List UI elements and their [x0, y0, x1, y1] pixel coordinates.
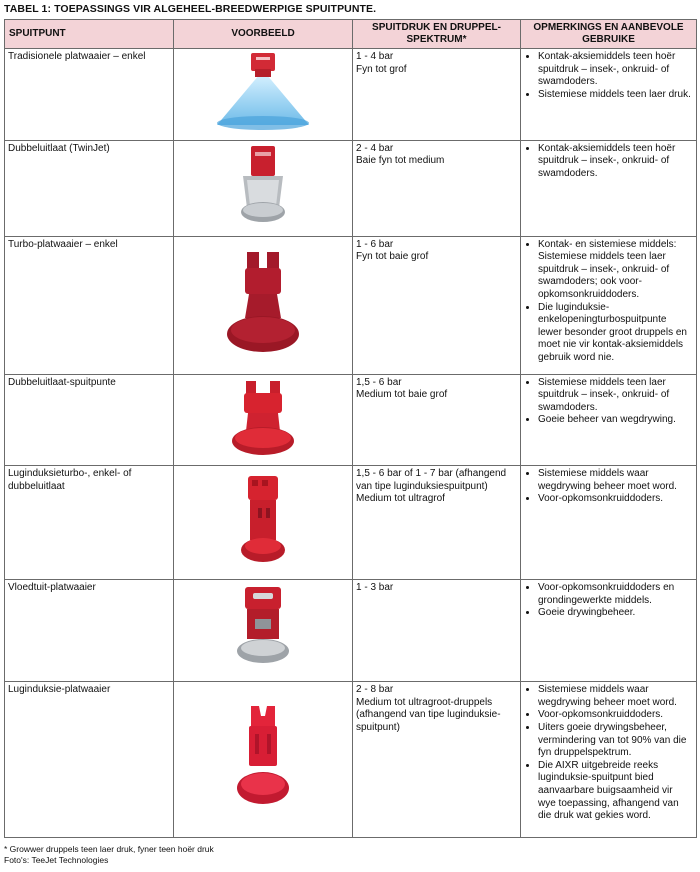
table-row [5, 682, 697, 838]
footnote-droplets: * Growwer druppels teen laer druk, fyner teen hoër druk [4, 844, 214, 854]
note-item: • Kontak-aksiemiddels teen hoër spuitdruk – insek-, onkruid- of swamdoders. [538, 51, 693, 89]
pressure-value: 1 - 6 bar [356, 238, 394, 250]
nozzle-table [4, 19, 697, 838]
flat-fan-nozzle-spray-icon [215, 51, 311, 133]
pressure-value: 2 - 4 bar [356, 142, 394, 154]
nozzle-example [174, 49, 353, 141]
note-item: • Voor-opkomsonkruiddoders en grondingewerkte middels. [538, 582, 693, 607]
header-voorbeeld: VOORBEELD [174, 20, 353, 49]
droplet-spectrum: Fyn tot grof [356, 63, 407, 75]
nozzle-name: Dubbeluitlaat (TwinJet) [5, 140, 174, 236]
note-item: • Goeie drywingbeheer. [538, 607, 693, 620]
note-item: • Uiters goeie drywingsbeheer, vermindering van tot 90% van die fyn druppelspektrum. [538, 722, 693, 760]
pressure-value: 1 - 3 bar [356, 582, 394, 594]
table-row [5, 140, 697, 236]
notes-cell [521, 580, 697, 682]
notes-cell [521, 140, 697, 236]
nozzle-name: Turbo-platwaaier – enkel [5, 236, 174, 374]
nozzle-name: Tradisionele platwaaier – enkel [5, 49, 174, 141]
droplet-spectrum: Medium tot ultragroot-druppels (afhangend van tipe luginduksie-spuitpunt) [356, 696, 501, 733]
nozzle-example [174, 140, 353, 236]
notes-cell [521, 682, 697, 838]
note-item: • Kontak-aksiemiddels teen hoër spuitdruk – insek-, onkruid- of swamdoders. [538, 143, 693, 181]
notes-cell [521, 236, 697, 374]
droplet-spectrum: Medium tot ultragrof [356, 493, 445, 505]
note-item: • Sistemiese middels teen laer druk. [538, 89, 693, 102]
nozzle-example [174, 580, 353, 682]
pressure-value: 1 - 4 bar [356, 51, 394, 62]
flood-flat-fan-nozzle-icon [233, 585, 293, 671]
twin-outlet-nozzle-icon [228, 377, 298, 459]
droplet-spectrum: Baie fyn tot medium [356, 155, 445, 167]
note-item: • Sistemiese middels teen laer spuitdruk – insek-, onkruid- of swamdoders. [538, 377, 693, 415]
nozzle-name: Luginduksie-platwaaier [5, 682, 174, 838]
pressure-value: 1,5 - 6 bar of 1 - 7 bar (afhangend van tipe luginduksiespuitpunt) [356, 468, 507, 492]
table-row [5, 466, 697, 580]
table-row [5, 580, 697, 682]
turbo-flat-fan-nozzle-icon [223, 248, 303, 358]
header-opmerkings: OPMERKINGS EN AANBEVOLE GEBRUIKE [521, 20, 697, 49]
note-item: • Voor-opkomsonkruiddoders. [538, 709, 693, 722]
note-item: • Kontak- en sistemiese middels: Sistemiese middels teen laer spuitdruk – insek-, onkruid- of swamdoders; ook voor-opkomsonkruiddoders. [538, 239, 693, 302]
droplet-spectrum: Medium tot baie grof [356, 389, 448, 401]
table-row [5, 49, 697, 141]
nozzle-name: Luginduksieturbo-, enkel- of dubbeluitlaat [5, 466, 174, 580]
twinjet-nozzle-icon [233, 144, 293, 228]
table-header-row [5, 20, 697, 49]
nozzle-example [174, 682, 353, 838]
pressure-cell [353, 49, 521, 141]
pressure-value: 2 - 8 bar [356, 684, 394, 696]
note-item: • Voor-opkomsonkruiddoders. [538, 493, 693, 506]
header-spuitpunt: SPUITPUNT [5, 20, 174, 49]
header-spuitdruk: SPUITDRUK EN DRUPPEL-SPEKTRUM* [353, 20, 521, 49]
note-item: • Sistemiese middels waar wegdrywing beheer moet word. [538, 468, 693, 493]
note-item: • Die AIXR uitgebreide reeks luginduksie-spuitpunt bied aanvaarbare buigsaamheid vir wye toepassing, afhangend van die druk wat gekies word. [538, 760, 693, 823]
droplet-spectrum: Fyn tot baie grof [356, 251, 429, 263]
pressure-cell [353, 236, 521, 374]
pressure-cell [353, 374, 521, 466]
pressure-cell [353, 580, 521, 682]
note-item: • Goeie beheer van wegdrywing. [538, 414, 693, 427]
table-row [5, 236, 697, 374]
note-item: • Sistemiese middels waar wegdrywing beheer moet word. [538, 684, 693, 709]
note-item: • Die luginduksie-enkelopeningturbospuitpunte lewer besonder groot druppels en moet nie vir kontak-aksiemiddels gebruik word nie. [538, 302, 693, 365]
air-induction-flat-fan-nozzle-icon [233, 702, 293, 812]
notes-cell [521, 466, 697, 580]
table-row [5, 374, 697, 466]
nozzle-name: Dubbeluitlaat-spuitpunte [5, 374, 174, 466]
nozzle-example [174, 236, 353, 374]
photo-credit: Foto's: TeeJet Technologies [4, 854, 109, 865]
nozzle-example [174, 466, 353, 580]
pressure-cell [353, 682, 521, 838]
pressure-value: 1,5 - 6 bar [356, 376, 402, 388]
nozzle-example [174, 374, 353, 466]
air-induction-turbo-nozzle-icon [238, 474, 288, 566]
table-title: TABEL 1: TOEPASSINGS VIR ALGEHEEL-BREEDWERPIGE SPUITPUNTE. [4, 3, 377, 15]
footnotes [4, 844, 214, 865]
notes-cell [521, 49, 697, 141]
nozzle-name: Vloedtuit-platwaaier [5, 580, 174, 682]
notes-cell [521, 374, 697, 466]
pressure-cell [353, 140, 521, 236]
pressure-cell [353, 466, 521, 580]
